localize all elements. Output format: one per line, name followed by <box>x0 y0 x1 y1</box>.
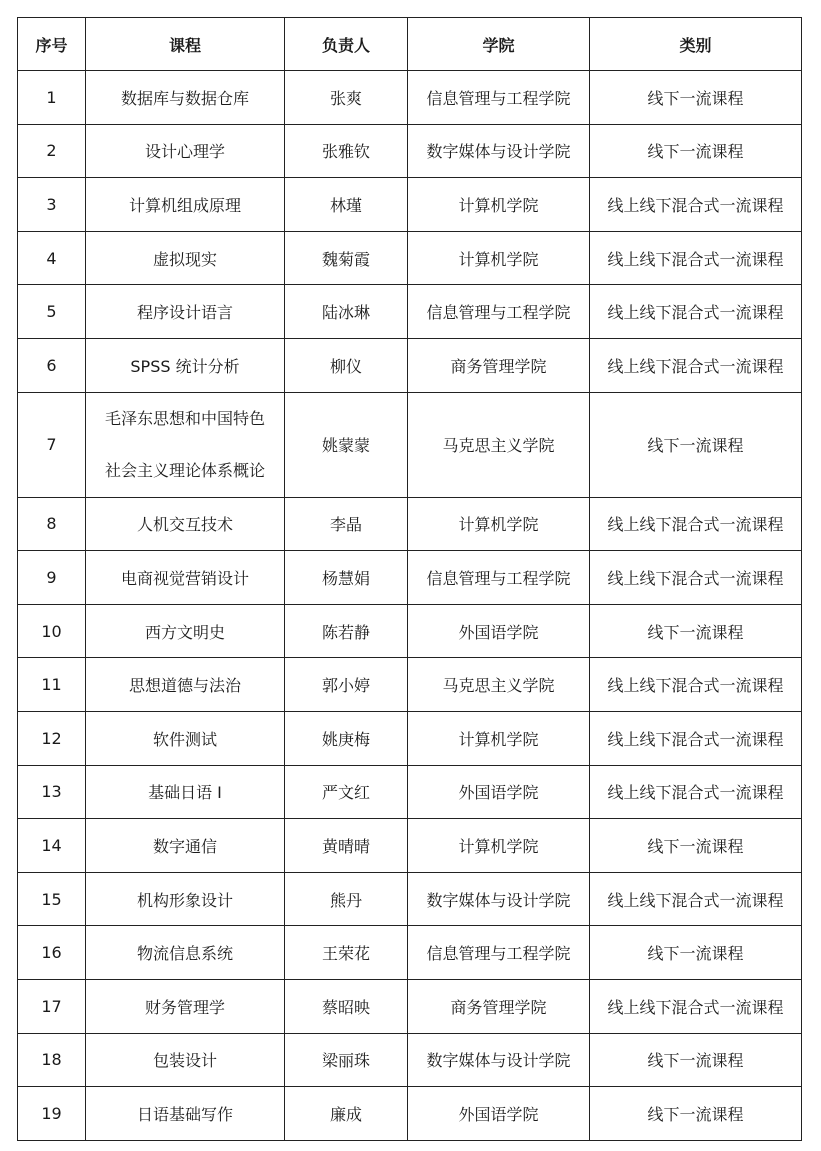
cell-no: 10 <box>18 604 86 658</box>
cell-college: 马克思主义学院 <box>408 658 590 712</box>
cell-no: 5 <box>18 285 86 339</box>
cell-category: 线下一流课程 <box>590 71 802 125</box>
table-row <box>18 604 802 658</box>
cell-course: 财务管理学 <box>86 979 285 1033</box>
cell-no: 9 <box>18 551 86 605</box>
cell-college: 外国语学院 <box>408 604 590 658</box>
cell-owner: 黄晴晴 <box>285 819 408 873</box>
header-owner: 负责人 <box>285 18 408 71</box>
table-row <box>18 551 802 605</box>
cell-course: 包装设计 <box>86 1033 285 1087</box>
table-row <box>18 1087 802 1141</box>
cell-owner: 熊丹 <box>285 872 408 926</box>
cell-college: 计算机学院 <box>408 819 590 873</box>
cell-owner: 魏菊霞 <box>285 231 408 285</box>
table-row <box>18 71 802 125</box>
cell-college: 商务管理学院 <box>408 979 590 1033</box>
cell-course: SPSS 统计分析 <box>86 338 285 392</box>
cell-course-line-2: 社会主义理论体系概论 <box>104 460 265 480</box>
cell-college: 信息管理与工程学院 <box>408 71 590 125</box>
cell-owner: 严文红 <box>285 765 408 819</box>
cell-owner: 林瑾 <box>285 178 408 232</box>
cell-category: 线上线下混合式一流课程 <box>590 178 802 232</box>
cell-no: 6 <box>18 338 86 392</box>
cell-course-line-1: 毛泽东思想和中国特色 <box>104 408 265 428</box>
cell-no: 13 <box>18 765 86 819</box>
cell-category: 线上线下混合式一流课程 <box>590 765 802 819</box>
cell-college: 商务管理学院 <box>408 338 590 392</box>
table-row <box>18 392 802 497</box>
cell-no: 1 <box>18 71 86 125</box>
table-row <box>18 231 802 285</box>
cell-college: 计算机学院 <box>408 711 590 765</box>
cell-owner: 李晶 <box>285 497 408 551</box>
table-row <box>18 658 802 712</box>
cell-no: 4 <box>18 231 86 285</box>
cell-course: 软件测试 <box>86 711 285 765</box>
cell-owner: 柳仪 <box>285 338 408 392</box>
cell-college: 计算机学院 <box>408 178 590 232</box>
cell-owner: 姚蒙蒙 <box>285 392 408 497</box>
cell-course: 数字通信 <box>86 819 285 873</box>
cell-college: 计算机学院 <box>408 497 590 551</box>
cell-no: 2 <box>18 124 86 178</box>
cell-course: 人机交互技术 <box>86 497 285 551</box>
cell-college: 信息管理与工程学院 <box>408 926 590 980</box>
cell-category: 线下一流课程 <box>590 1087 802 1141</box>
cell-no: 18 <box>18 1033 86 1087</box>
cell-course: 数据库与数据仓库 <box>86 71 285 125</box>
cell-college: 数字媒体与设计学院 <box>408 872 590 926</box>
header-row <box>18 18 802 71</box>
cell-course: 物流信息系统 <box>86 926 285 980</box>
cell-owner: 张雅钦 <box>285 124 408 178</box>
cell-category: 线上线下混合式一流课程 <box>590 231 802 285</box>
cell-owner: 郭小婷 <box>285 658 408 712</box>
cell-college: 信息管理与工程学院 <box>408 551 590 605</box>
cell-owner: 姚庚梅 <box>285 711 408 765</box>
cell-no: 19 <box>18 1087 86 1141</box>
cell-college: 数字媒体与设计学院 <box>408 1033 590 1087</box>
cell-course: 思想道德与法治 <box>86 658 285 712</box>
table-row <box>18 338 802 392</box>
cell-owner: 王荣花 <box>285 926 408 980</box>
cell-category: 线上线下混合式一流课程 <box>590 658 802 712</box>
cell-category: 线下一流课程 <box>590 124 802 178</box>
cell-course: 虚拟现实 <box>86 231 285 285</box>
cell-category: 线上线下混合式一流课程 <box>590 338 802 392</box>
cell-course: 日语基础写作 <box>86 1087 285 1141</box>
table-row <box>18 178 802 232</box>
cell-no: 17 <box>18 979 86 1033</box>
cell-owner: 陈若静 <box>285 604 408 658</box>
table-row <box>18 285 802 339</box>
cell-owner: 梁丽珠 <box>285 1033 408 1087</box>
table-row <box>18 765 802 819</box>
cell-category: 线下一流课程 <box>590 1033 802 1087</box>
header-no: 序号 <box>18 18 86 71</box>
cell-no: 16 <box>18 926 86 980</box>
cell-no: 7 <box>18 392 86 497</box>
cell-course: 设计心理学 <box>86 124 285 178</box>
cell-owner: 张爽 <box>285 71 408 125</box>
cell-category: 线上线下混合式一流课程 <box>590 551 802 605</box>
table-row <box>18 1033 802 1087</box>
cell-no: 11 <box>18 658 86 712</box>
cell-category: 线上线下混合式一流课程 <box>590 872 802 926</box>
cell-no: 3 <box>18 178 86 232</box>
table-row <box>18 819 802 873</box>
table-row <box>18 711 802 765</box>
cell-owner: 陆冰琳 <box>285 285 408 339</box>
cell-no: 8 <box>18 497 86 551</box>
table-row <box>18 497 802 551</box>
cell-college: 外国语学院 <box>408 765 590 819</box>
cell-category: 线下一流课程 <box>590 604 802 658</box>
cell-course: 程序设计语言 <box>86 285 285 339</box>
cell-no: 15 <box>18 872 86 926</box>
cell-course: 西方文明史 <box>86 604 285 658</box>
cell-owner: 杨慧娟 <box>285 551 408 605</box>
cell-category: 线下一流课程 <box>590 926 802 980</box>
cell-no: 12 <box>18 711 86 765</box>
table-row <box>18 872 802 926</box>
cell-category: 线下一流课程 <box>590 819 802 873</box>
cell-owner: 蔡昭映 <box>285 979 408 1033</box>
cell-owner: 廉成 <box>285 1087 408 1141</box>
cell-course: 基础日语 I <box>86 765 285 819</box>
cell-course: 机构形象设计 <box>86 872 285 926</box>
cell-category: 线上线下混合式一流课程 <box>590 285 802 339</box>
header-category: 类别 <box>590 18 802 71</box>
header-course: 课程 <box>86 18 285 71</box>
cell-category: 线下一流课程 <box>590 392 802 497</box>
table-row <box>18 124 802 178</box>
cell-course: 电商视觉营销设计 <box>86 551 285 605</box>
cell-course <box>86 392 285 497</box>
cell-category: 线上线下混合式一流课程 <box>590 711 802 765</box>
cell-no: 14 <box>18 819 86 873</box>
course-table <box>17 17 802 1141</box>
cell-college: 外国语学院 <box>408 1087 590 1141</box>
cell-college: 数字媒体与设计学院 <box>408 124 590 178</box>
cell-category: 线上线下混合式一流课程 <box>590 979 802 1033</box>
cell-college: 马克思主义学院 <box>408 392 590 497</box>
table-row <box>18 979 802 1033</box>
cell-college: 信息管理与工程学院 <box>408 285 590 339</box>
table-row <box>18 926 802 980</box>
cell-category: 线上线下混合式一流课程 <box>590 497 802 551</box>
cell-college: 计算机学院 <box>408 231 590 285</box>
header-college: 学院 <box>408 18 590 71</box>
cell-course: 计算机组成原理 <box>86 178 285 232</box>
